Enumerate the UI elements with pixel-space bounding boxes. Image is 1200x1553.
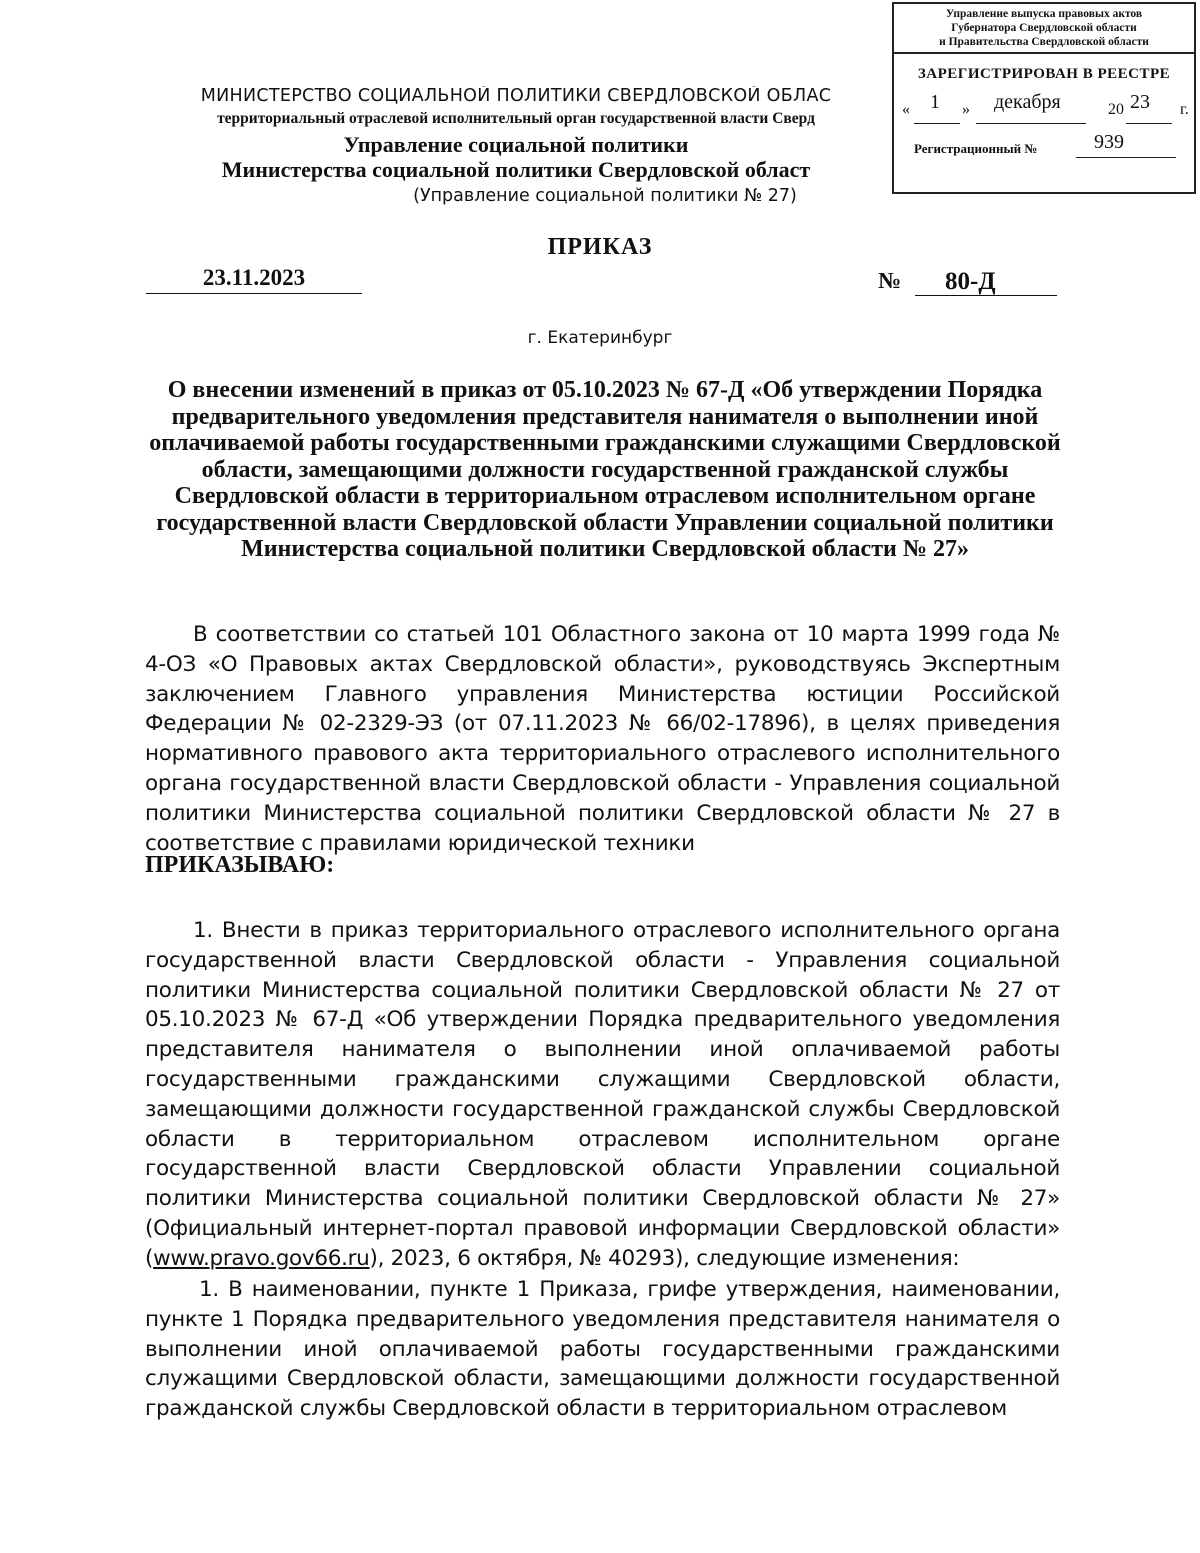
stamp-year-unit: г. [1180,101,1189,118]
item-1-text-part1: 1. Внести в приказ территориального отраслевого исполнительного органа государственной власти Свердловской области - Управления социальной политики Министерства социальной политики Свердловской области № 27 от 05.10.2023 № 67-Д «Об утверждении Порядка предварительного уведомления представителя нанимателя о выполнении иной оплачиваемой работы государственными гражданскими служащими Свердловской области, замещающими должности государственной гражданской службы Свердловской области в территориальном отраслевом исполнительном органе государственной власти Свердловской области Управлении социальной политики Министерства социальной политики Свердловской области № 27» (Официальный интернет-портал правовой информации Свердловской области» ( [145,918,1060,1271]
stamp-reg-line [1076,157,1176,158]
stamp-office-line3: и Правительства Свердловской области [939,36,1149,48]
stamp-office-line1: Управление выпуска правовых актов [945,8,1143,20]
stamp-month: декабря [994,91,1061,113]
stamp-date [894,91,1194,127]
stamp-quote-open: « [902,101,910,118]
item-1-text-part2: ), 2023, 6 октября, № 40293), следующие изменения: [369,1245,960,1271]
department-line1: Управление социальной политики [343,132,689,157]
territorial-body: территориальный отраслевой исполнительный орган государственной власти Сверд [217,110,815,127]
department-short: (Управление социальной политики № 27) [413,186,797,206]
stamp-reg-label: Регистрационный № [914,141,1038,156]
stamp-reg-number-row [894,133,1194,163]
stamp-year-prefix: 20 [1108,101,1124,118]
stamp-quote-close: » [962,101,970,118]
order-word: ПРИКАЗЫВАЮ: [145,852,335,878]
subitem-1-paragraph: 1. В наименовании, пункте 1 Приказа, грифе утверждения, наименовании, пункте 1 Порядка предварительного уведомления представителя нанимателя о выполнении иной оплачиваемой работы государственными гражданскими служащими Свердловской области, замещающими должности государственной гражданской службы Свердловской области в территориальном отраслевом [145,1277,1060,1422]
preamble-paragraph: В соответствии со статьей 101 Областного закона от 10 марта 1999 года № 4-ОЗ «О Правовых актах Свердловской области», руководствуясь Экспертным заключением Главного управления Министерства юстиции Российской Федерации № 02-2329-ЭЗ (от 07.11.2023 № 66/02-17896), в целях приведения нормативного правового акта территориального отраслевого исполнительного органа государственной власти Свердловской области - Управления социальной политики Министерства социальной политики Свердловской области № 27 в соответствие с правилами юридической техники [145,622,1060,856]
order-number-sign: № [878,268,902,293]
order-date: 23.11.2023 [146,265,362,294]
ministry-name: МИНИСТЕРСТВО СОЦИАЛЬНОЙ ПОЛИТИКИ СВЕРДЛОВСКОЙ ОБЛАС [200,86,832,106]
stamp-office [894,4,1194,54]
order-city: г. Екатеринбург [527,328,673,348]
document-title: О внесении изменений в приказ от 05.10.2023 № 67-Д «Об утверждении Порядка предварительного уведомления представителя нанимателя о выполнении иной оплачиваемой работы государственными гражданскими служащими Свердловской области, замещающими должности государственной гражданской службы Свердловской области в территориальном отраслевом исполнительном органе государственной власти Свердловской области Управлении социальной политики Министерства социальной политики Свердловской области № 27» [149,377,1061,562]
stamp-year-suffix: 23 [1130,91,1150,113]
department-line2: Министерства социальной политики Свердловской област [221,157,811,182]
stamp-registered-label: ЗАРЕГИСТРИРОВАН В РЕЕСТРЕ [917,66,1171,82]
stamp-office-line2: Губернатора Свердловской области [951,22,1137,34]
stamp-day: 1 [930,91,940,113]
stamp-reg-number: 939 [1094,131,1124,153]
order-number: 80-Д [915,268,1057,296]
document-type-heading: ПРИКАЗ [547,234,653,260]
registration-stamp [892,2,1196,194]
pravo-portal-link[interactable]: www.pravo.gov66.ru [153,1245,370,1271]
item-1-paragraph [145,916,1060,1274]
